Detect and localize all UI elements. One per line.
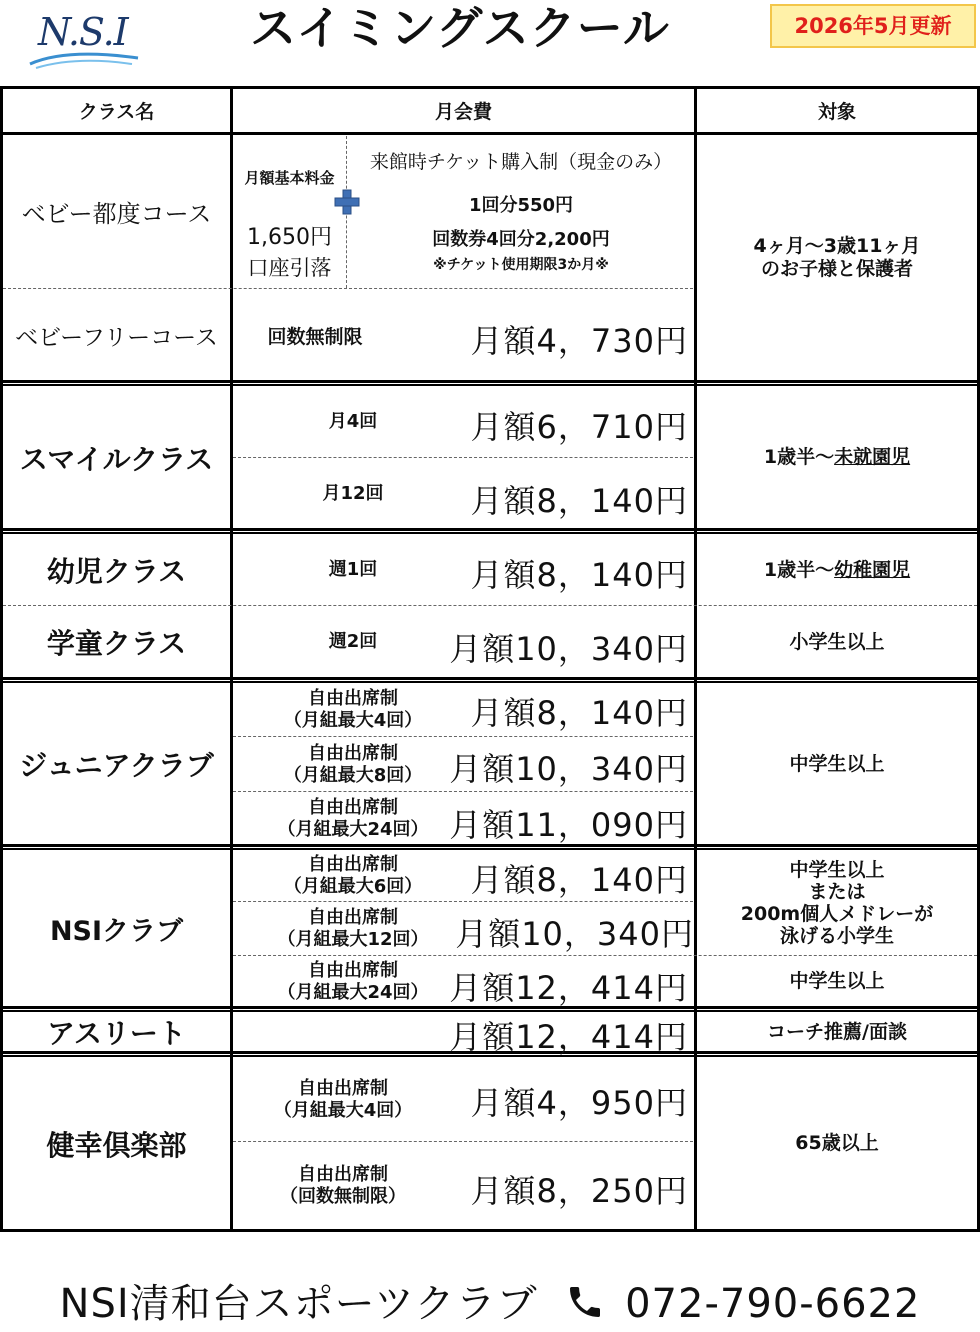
base-fee-payment: 口座引落 [247, 256, 332, 280]
target-school: 小学生以上 [789, 630, 885, 653]
ticket-title: 来館時チケット購入制（現金のみ） [369, 150, 673, 173]
class-baby-per-visit: ベビー都度コース [21, 200, 212, 228]
target-infant-underlined: 幼稚園児 [834, 558, 911, 581]
class-health: 健幸倶楽部 [46, 1128, 187, 1162]
class-junior: ジュニアクラブ [19, 749, 214, 782]
baby-free-price: 月額4，730円 [470, 322, 688, 360]
target-baby-line1: 4ヶ月～3歳11ヶ月 [753, 234, 921, 257]
target-baby [697, 135, 977, 380]
nsi-row1-frequency [233, 851, 473, 901]
junior-row3-line1: 自由出席制 [308, 796, 398, 818]
junior-row2-frequency [233, 738, 473, 791]
footer [0, 1276, 980, 1332]
footer-club-name: NSI清和台スポーツクラブ [59, 1281, 538, 1327]
target-infant [697, 535, 977, 605]
column-header-target: 対象 [817, 101, 856, 123]
junior-row2-line2: （月組最大8回） [283, 764, 423, 786]
infant-price: 月額8，140円 [470, 556, 688, 594]
target-health: 65歳以上 [795, 1132, 879, 1154]
target-nsi-a-line3: 200m個人メドレーが [740, 903, 934, 925]
nsi-row3-line1: 自由出席制 [308, 959, 398, 981]
target-baby-line2: のお子様と保護者 [760, 257, 913, 280]
update-badge: 2026年5月更新 [770, 4, 976, 48]
page-title: スイミングスクール [250, 1, 670, 55]
class-nsi-club: NSIクラブ [49, 916, 184, 947]
target-nsi-a-line1: 中学生以上 [789, 859, 885, 881]
nsi-row2-price: 月額10，340円 [455, 915, 694, 953]
health-row1-line1: 自由出席制 [298, 1077, 388, 1099]
smile-row2-price: 月額8，140円 [470, 482, 688, 520]
target-nsi-a [697, 851, 977, 955]
target-infant-prefix: 1歳半～ [763, 558, 835, 581]
nsi-row3-line2: （月組最大24回） [277, 981, 429, 1003]
infant-frequency: 週1回 [328, 559, 378, 580]
junior-row1-line1: 自由出席制 [308, 688, 398, 709]
nsi-row3-frequency [233, 957, 473, 1006]
target-nsi-a-line2: または [808, 881, 866, 903]
logo-wave-icon [26, 48, 142, 72]
target-smile [697, 387, 977, 528]
smile-row1-frequency: 月4回 [328, 411, 378, 432]
nsi-row3-price: 月額12，414円 [449, 969, 688, 1007]
health-row2-line2: （回数無制限） [280, 1186, 406, 1207]
ticket-note: ※チケット使用期限3か月※ [433, 257, 609, 273]
health-row2-frequency [233, 1143, 453, 1229]
nsi-logo [26, 8, 142, 70]
class-infant: 幼児クラス [46, 555, 187, 588]
nsi-row2-line2: （月組最大12回） [277, 929, 429, 950]
class-athlete: アスリート [47, 1017, 186, 1050]
junior-row2-line1: 自由出席制 [308, 742, 398, 764]
junior-row2-price: 月額10，340円 [449, 750, 688, 788]
junior-row3-line2: （月組最大24回） [277, 818, 429, 840]
athlete-price: 月額12，414円 [449, 1018, 688, 1056]
target-smile-prefix: 1歳半～ [763, 446, 835, 468]
health-row2-line1: 自由出席制 [298, 1164, 388, 1185]
junior-row3-frequency [233, 793, 473, 844]
school-frequency: 週2回 [328, 631, 378, 652]
nsi-row1-line1: 自由出席制 [308, 854, 398, 875]
smile-row1-price: 月額6，710円 [470, 408, 688, 446]
ticket-single: 1回分550円 [468, 195, 574, 216]
health-row2-price: 月額8，250円 [470, 1172, 688, 1210]
health-row1-price: 月額4，950円 [470, 1084, 688, 1122]
nsi-row2-frequency [233, 903, 473, 955]
logo-text: N.S.I [38, 10, 128, 54]
nsi-row1-line2: （月組最大6回） [283, 876, 423, 897]
footer-phone[interactable]: 072-790-6622 [625, 1281, 921, 1327]
column-header-class: クラス名 [78, 101, 155, 123]
smile-row2-frequency: 月12回 [322, 482, 384, 504]
junior-row3-price: 月額11，090円 [449, 806, 688, 844]
base-fee-amount: 1,650円 [247, 224, 332, 250]
baby-free-frequency: 回数無制限 [267, 325, 363, 348]
column-header-fee: 月会費 [434, 101, 492, 123]
junior-row1-line2: （月組最大4回） [283, 710, 423, 731]
junior-row1-frequency [233, 684, 473, 736]
nsi-row1-price: 月額8，140円 [470, 861, 688, 899]
target-nsi-a-line4: 泳げる小学生 [779, 925, 894, 947]
junior-row1-price: 月額8，140円 [470, 694, 688, 732]
phone-icon [565, 1282, 605, 1322]
base-fee-label: 月額基本料金 [244, 168, 335, 187]
class-smile: スマイルクラス [19, 442, 214, 476]
ticket-bundle: 回数券4回分2,200円 [432, 229, 610, 250]
class-baby-free: ベビーフリーコース [15, 324, 218, 351]
health-row1-line2: （月組最大4回） [273, 1099, 413, 1121]
school-price: 月額10，340円 [449, 630, 688, 668]
target-athlete: コーチ推薦/面談 [767, 1020, 907, 1043]
nsi-row2-line1: 自由出席制 [308, 907, 398, 928]
target-junior: 中学生以上 [789, 752, 885, 775]
health-row1-frequency [233, 1058, 453, 1141]
class-school: 学童クラス [46, 627, 187, 660]
target-smile-underlined: 未就園児 [834, 446, 911, 468]
target-nsi-b: 中学生以上 [789, 970, 885, 992]
